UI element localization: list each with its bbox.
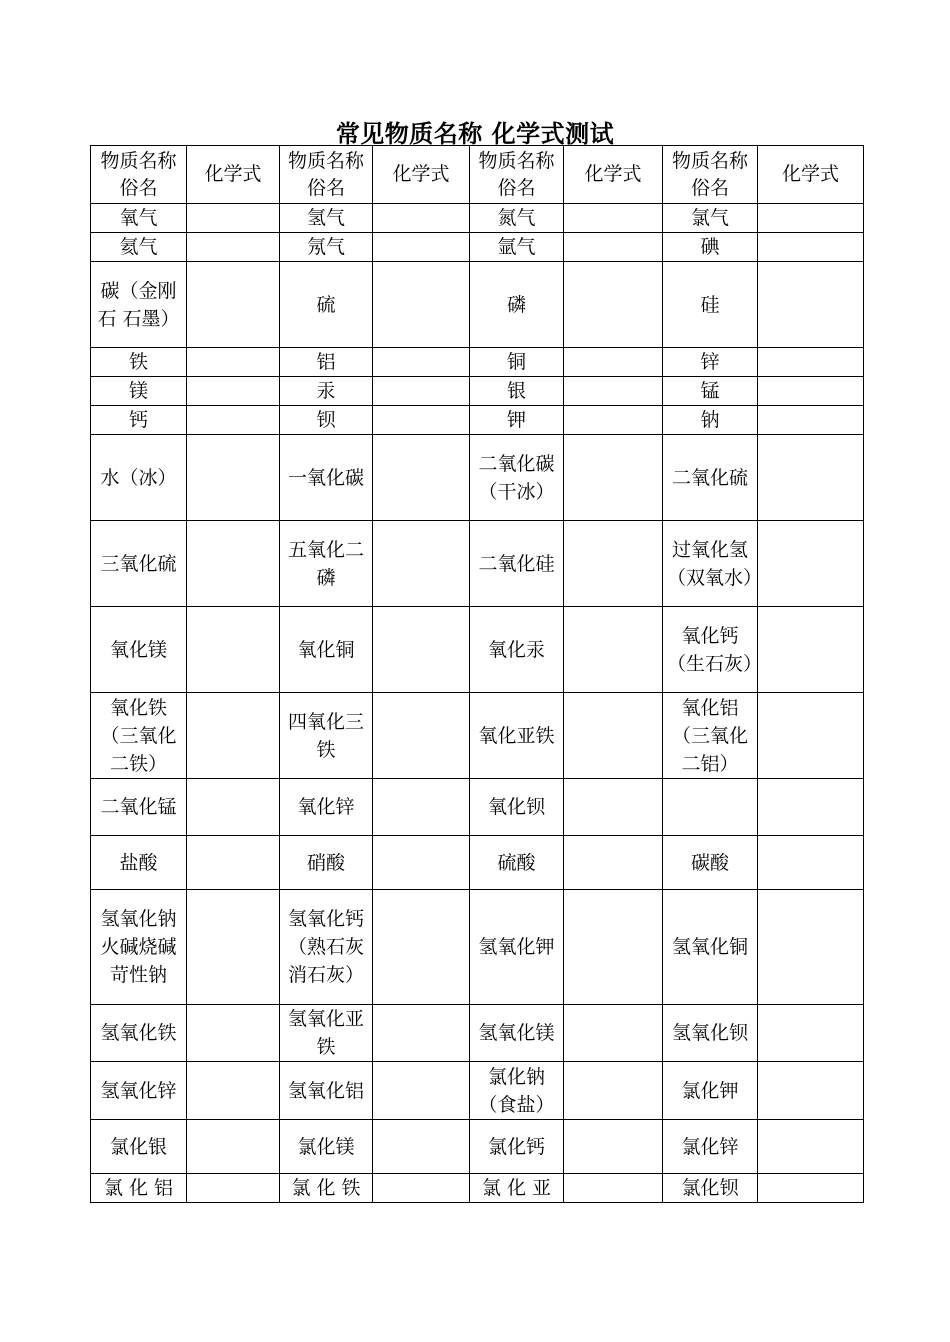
substance-name-cell: [663, 435, 758, 521]
substance-name-cell: [663, 377, 758, 406]
formula-answer-cell[interactable]: [373, 262, 470, 348]
substance-name-cell: [280, 890, 373, 1005]
formula-answer-cell[interactable]: [758, 607, 864, 693]
formula-answer-cell[interactable]: [187, 607, 280, 693]
table-row: [91, 521, 864, 607]
substance-name: 碳酸: [690, 851, 729, 874]
header-name-2: 物质名称 俗名: [280, 146, 373, 204]
substance-name: 氯 化 铝: [103, 1177, 174, 1199]
formula-answer-cell[interactable]: [758, 779, 864, 836]
substance-name-cell: [280, 435, 373, 521]
formula-answer-cell[interactable]: [373, 435, 470, 521]
formula-answer-cell[interactable]: [564, 1005, 663, 1062]
substance-name-cell: [91, 693, 187, 779]
substance-name-cell: [470, 890, 564, 1005]
substance-name: 碘: [700, 236, 720, 258]
formula-answer-cell[interactable]: [187, 1174, 280, 1203]
substance-name: 氢氧化钠火碱烧碱苛性钠: [100, 908, 177, 986]
substance-name: 锰: [700, 380, 720, 402]
substance-name: 过氧化氢（双氧水）: [667, 538, 763, 589]
formula-answer-cell[interactable]: [758, 521, 864, 607]
substance-name-cell: [470, 779, 564, 836]
substance-name-cell: [663, 262, 758, 348]
substance-name: 硅: [700, 293, 720, 316]
formula-answer-cell[interactable]: [187, 521, 280, 607]
substance-name: 四氧化三铁: [287, 710, 364, 761]
substance-name: 氧化镁: [109, 638, 167, 661]
formula-answer-cell[interactable]: [564, 435, 663, 521]
substance-name-cell: [91, 204, 187, 233]
page-title: 常见物质名称 化学式测试: [335, 120, 615, 148]
substance-name-cell: [470, 693, 564, 779]
substance-name: 氦气: [119, 236, 158, 258]
substance-name-cell: [91, 890, 187, 1005]
substance-name-cell: [470, 233, 564, 262]
substance-name-cell: [280, 1120, 373, 1174]
formula-answer-cell[interactable]: [758, 435, 864, 521]
substance-name: 磷: [506, 293, 526, 316]
substance-name: 汞: [316, 380, 336, 402]
substance-name-cell: [470, 204, 564, 233]
formula-answer-cell[interactable]: [758, 233, 864, 262]
formula-answer-cell[interactable]: [758, 836, 864, 890]
substance-name: 锌: [700, 351, 720, 373]
substance-name: 二氧化锰: [100, 796, 177, 818]
substance-name-cell: [470, 435, 564, 521]
substance-name: 盐酸: [119, 851, 158, 874]
substance-name-cell: [470, 607, 564, 693]
substance-name-cell: [91, 406, 187, 435]
substance-name: 氧化亚铁: [478, 724, 555, 747]
substance-name-cell: [470, 836, 564, 890]
substance-name-cell: [91, 607, 187, 693]
substance-name: 氢氧化镁: [478, 1022, 555, 1044]
substance-name-cell: [280, 836, 373, 890]
substance-name-cell: [470, 406, 564, 435]
substance-name: 二氧化硅: [478, 552, 555, 575]
substance-name-cell: [91, 233, 187, 262]
substance-name-cell: [280, 262, 373, 348]
substance-name: 钾: [506, 409, 526, 431]
substance-name: 铁: [128, 351, 148, 373]
substance-name-cell: [663, 204, 758, 233]
substance-name-cell: [91, 377, 187, 406]
substance-name-cell: [280, 521, 373, 607]
substance-name-cell: [280, 607, 373, 693]
formula-answer-cell[interactable]: [187, 693, 280, 779]
formula-answer-cell[interactable]: [187, 1005, 280, 1062]
substance-name-cell: [91, 348, 187, 377]
substance-name-cell: [663, 1062, 758, 1120]
substance-name: 钡: [316, 409, 336, 431]
table-row: [91, 607, 864, 693]
substance-name: 氯 化 铁: [291, 1177, 361, 1199]
header-name-3: 物质名称俗名: [470, 146, 564, 204]
table-row: [91, 377, 864, 406]
substance-name: 氢氧化铝: [287, 1079, 364, 1102]
table-row: [91, 1062, 864, 1120]
substance-name-cell: [663, 233, 758, 262]
formula-answer-cell[interactable]: [373, 377, 470, 406]
formula-answer-cell[interactable]: [187, 233, 280, 262]
substance-name-cell: [663, 1174, 758, 1203]
formula-answer-cell[interactable]: [373, 1120, 470, 1174]
substance-name: 氯化镁: [297, 1135, 355, 1158]
substance-name: 氯化钠（食盐）: [478, 1065, 555, 1116]
substance-name-cell: [470, 348, 564, 377]
substance-name-cell: [663, 779, 758, 836]
formula-answer-cell[interactable]: [564, 204, 663, 233]
substance-name-cell: [280, 693, 373, 779]
substance-name-cell: [91, 836, 187, 890]
formula-answer-cell[interactable]: [187, 890, 280, 1005]
formula-answer-cell[interactable]: [564, 890, 663, 1005]
table-row: [91, 348, 864, 377]
formula-answer-cell[interactable]: [758, 693, 864, 779]
substance-name: 氢氧化钙（熟石灰 消石灰）: [287, 908, 364, 986]
substance-name: 氧化铝（三氧化二铝）: [671, 696, 748, 775]
header-formula-2: 化学式: [373, 146, 470, 204]
formula-answer-cell[interactable]: [187, 377, 280, 406]
formula-answer-cell[interactable]: [187, 779, 280, 836]
substance-name: 氢氧化钡: [671, 1022, 748, 1044]
formula-answer-cell[interactable]: [758, 1120, 864, 1174]
formula-answer-cell[interactable]: [373, 406, 470, 435]
header-formula-3: 化学式: [564, 146, 663, 204]
formula-answer-cell[interactable]: [564, 693, 663, 779]
formula-answer-cell[interactable]: [187, 836, 280, 890]
substance-name-cell: [91, 1174, 187, 1203]
substance-name: 硝酸: [306, 851, 345, 874]
formula-answer-cell[interactable]: [187, 204, 280, 233]
formula-answer-cell[interactable]: [187, 262, 280, 348]
substance-name: 氯气: [690, 207, 729, 229]
substance-name-cell: [91, 435, 187, 521]
substance-name: 氩气: [497, 236, 536, 258]
substance-name-cell: [280, 779, 373, 836]
formula-answer-cell[interactable]: [373, 890, 470, 1005]
substance-name: 银: [506, 380, 526, 402]
substance-name-cell: [470, 262, 564, 348]
formula-answer-cell[interactable]: [564, 779, 663, 836]
table-row: [91, 693, 864, 779]
substance-name-cell: [280, 377, 373, 406]
substance-name: 氢氧化亚铁: [287, 1008, 364, 1058]
substance-name-cell: [663, 406, 758, 435]
formula-answer-cell[interactable]: [373, 836, 470, 890]
substance-name-cell: [663, 890, 758, 1005]
substance-name-cell: [280, 1174, 373, 1203]
substance-name-cell: [91, 521, 187, 607]
substance-name: 镁: [128, 380, 148, 402]
substance-name: 氯化钙: [487, 1135, 545, 1158]
substance-name: 三氧化硫: [100, 552, 177, 575]
formula-answer-cell[interactable]: [758, 1005, 864, 1062]
substance-name: 氧化铁（三氧化二铁）: [100, 696, 177, 775]
formula-answer-cell[interactable]: [373, 233, 470, 262]
substance-name: 氧化铜: [297, 638, 355, 661]
table-row: [91, 890, 864, 1005]
substance-name: 氧气: [119, 207, 158, 229]
substance-name: 硫: [316, 293, 336, 316]
table-row: [91, 406, 864, 435]
substance-name-cell: [91, 1062, 187, 1120]
formula-answer-cell[interactable]: [564, 1120, 663, 1174]
substance-name-cell: [91, 1120, 187, 1174]
substance-name-cell: [470, 1062, 564, 1120]
substance-name: 氯化钾: [681, 1079, 739, 1102]
substance-name: 氯化银: [109, 1135, 167, 1158]
table-row: [91, 262, 864, 348]
substance-name: 氢氧化锌: [100, 1079, 177, 1102]
substance-name-cell: [470, 1174, 564, 1203]
formula-answer-cell[interactable]: [564, 1062, 663, 1120]
formula-answer-cell[interactable]: [187, 435, 280, 521]
formula-answer-cell[interactable]: [758, 1174, 864, 1203]
table-row: [91, 435, 864, 521]
formula-answer-cell[interactable]: [187, 406, 280, 435]
substance-name-cell: [470, 1120, 564, 1174]
formula-answer-cell[interactable]: [187, 1120, 280, 1174]
substance-name: 五氧化二磷: [287, 538, 364, 589]
formula-answer-cell[interactable]: [373, 204, 470, 233]
formula-answer-cell[interactable]: [373, 607, 470, 693]
table-row: [91, 204, 864, 233]
substance-name: 氧化汞: [487, 638, 545, 661]
table-row: [91, 1005, 864, 1062]
table-row: [91, 836, 864, 890]
substance-name-cell: [280, 348, 373, 377]
formula-answer-cell[interactable]: [564, 262, 663, 348]
formula-answer-cell[interactable]: [758, 262, 864, 348]
formula-answer-cell[interactable]: [373, 779, 470, 836]
substance-name: 氯化锌: [681, 1135, 739, 1158]
substance-name-cell: [91, 1005, 187, 1062]
substance-name: 碳（金刚石 石墨）: [97, 279, 180, 330]
substance-name-cell: [663, 348, 758, 377]
substance-name-cell: [663, 693, 758, 779]
formula-answer-cell[interactable]: [564, 836, 663, 890]
substance-name: 氮气: [497, 207, 536, 229]
substance-name-cell: [91, 779, 187, 836]
formula-answer-cell[interactable]: [373, 1062, 470, 1120]
substance-name: 铜: [506, 351, 526, 373]
formula-answer-cell[interactable]: [373, 693, 470, 779]
substance-name-cell: [280, 1005, 373, 1062]
chemistry-table: [90, 145, 864, 1203]
substance-name: 二氧化硫: [671, 466, 748, 489]
formula-answer-cell[interactable]: [373, 521, 470, 607]
formula-answer-cell[interactable]: [564, 233, 663, 262]
substance-name: 氯 化 亚: [481, 1177, 552, 1199]
substance-name: 一氧化碳: [287, 466, 364, 489]
table-row: [91, 233, 864, 262]
substance-name-cell: [663, 607, 763, 693]
header-name-1: 物质名称 俗名: [91, 146, 187, 204]
formula-answer-cell[interactable]: [564, 1174, 663, 1203]
header-formula-4: 化学式: [758, 146, 864, 204]
table-row: [91, 1174, 864, 1203]
table-row: [91, 1120, 864, 1174]
formula-answer-cell[interactable]: [758, 377, 864, 406]
substance-name: 氖气: [306, 236, 345, 258]
formula-answer-cell[interactable]: [758, 1062, 864, 1120]
header-row: [91, 146, 864, 204]
substance-name: 铝: [316, 351, 336, 373]
formula-answer-cell[interactable]: [564, 406, 663, 435]
formula-answer-cell[interactable]: [373, 1174, 470, 1203]
formula-answer-cell[interactable]: [758, 204, 864, 233]
header-formula-1: 化学式: [187, 146, 280, 204]
formula-answer-cell[interactable]: [187, 1062, 280, 1120]
substance-name: 氧化钙（生石灰）: [667, 624, 763, 675]
substance-name: 氢氧化铁: [100, 1022, 177, 1044]
formula-answer-cell[interactable]: [564, 348, 663, 377]
formula-answer-cell[interactable]: [564, 521, 663, 607]
substance-name: 硫酸: [497, 851, 536, 874]
formula-answer-cell[interactable]: [758, 406, 864, 435]
formula-answer-cell[interactable]: [758, 890, 864, 1005]
substance-name: 氢氧化铜: [671, 936, 748, 958]
substance-name: 二氧化碳（干冰）: [478, 452, 555, 503]
substance-name: 氢气: [306, 207, 345, 229]
substance-name-cell: [280, 1062, 373, 1120]
substance-name-cell: [663, 1005, 758, 1062]
formula-answer-cell[interactable]: [187, 348, 280, 377]
substance-name: 氯化钡: [681, 1177, 739, 1199]
header-name-4: 物质名称俗名: [663, 146, 758, 204]
substance-name: 钙: [128, 409, 148, 431]
substance-name: 氧化钡: [487, 796, 545, 818]
substance-name-cell: [470, 1005, 564, 1062]
substance-name-cell: [470, 521, 564, 607]
substance-name-cell: [663, 521, 763, 607]
formula-answer-cell[interactable]: [758, 348, 864, 377]
substance-name: 钠: [700, 409, 720, 431]
substance-name-cell: [91, 262, 187, 348]
substance-name-cell: [663, 1120, 758, 1174]
substance-name-cell: [470, 377, 564, 406]
table-row: [91, 779, 864, 836]
formula-answer-cell[interactable]: [564, 607, 663, 693]
substance-name: 氧化锌: [297, 796, 355, 818]
substance-name-cell: [663, 836, 758, 890]
substance-name: 氢氧化钾: [478, 936, 555, 958]
substance-name-cell: [280, 406, 373, 435]
substance-name: 水（冰）: [100, 466, 177, 489]
formula-answer-cell[interactable]: [373, 348, 470, 377]
formula-answer-cell[interactable]: [564, 377, 663, 406]
substance-name-cell: [280, 233, 373, 262]
formula-answer-cell[interactable]: [373, 1005, 470, 1062]
substance-name-cell: [280, 204, 373, 233]
